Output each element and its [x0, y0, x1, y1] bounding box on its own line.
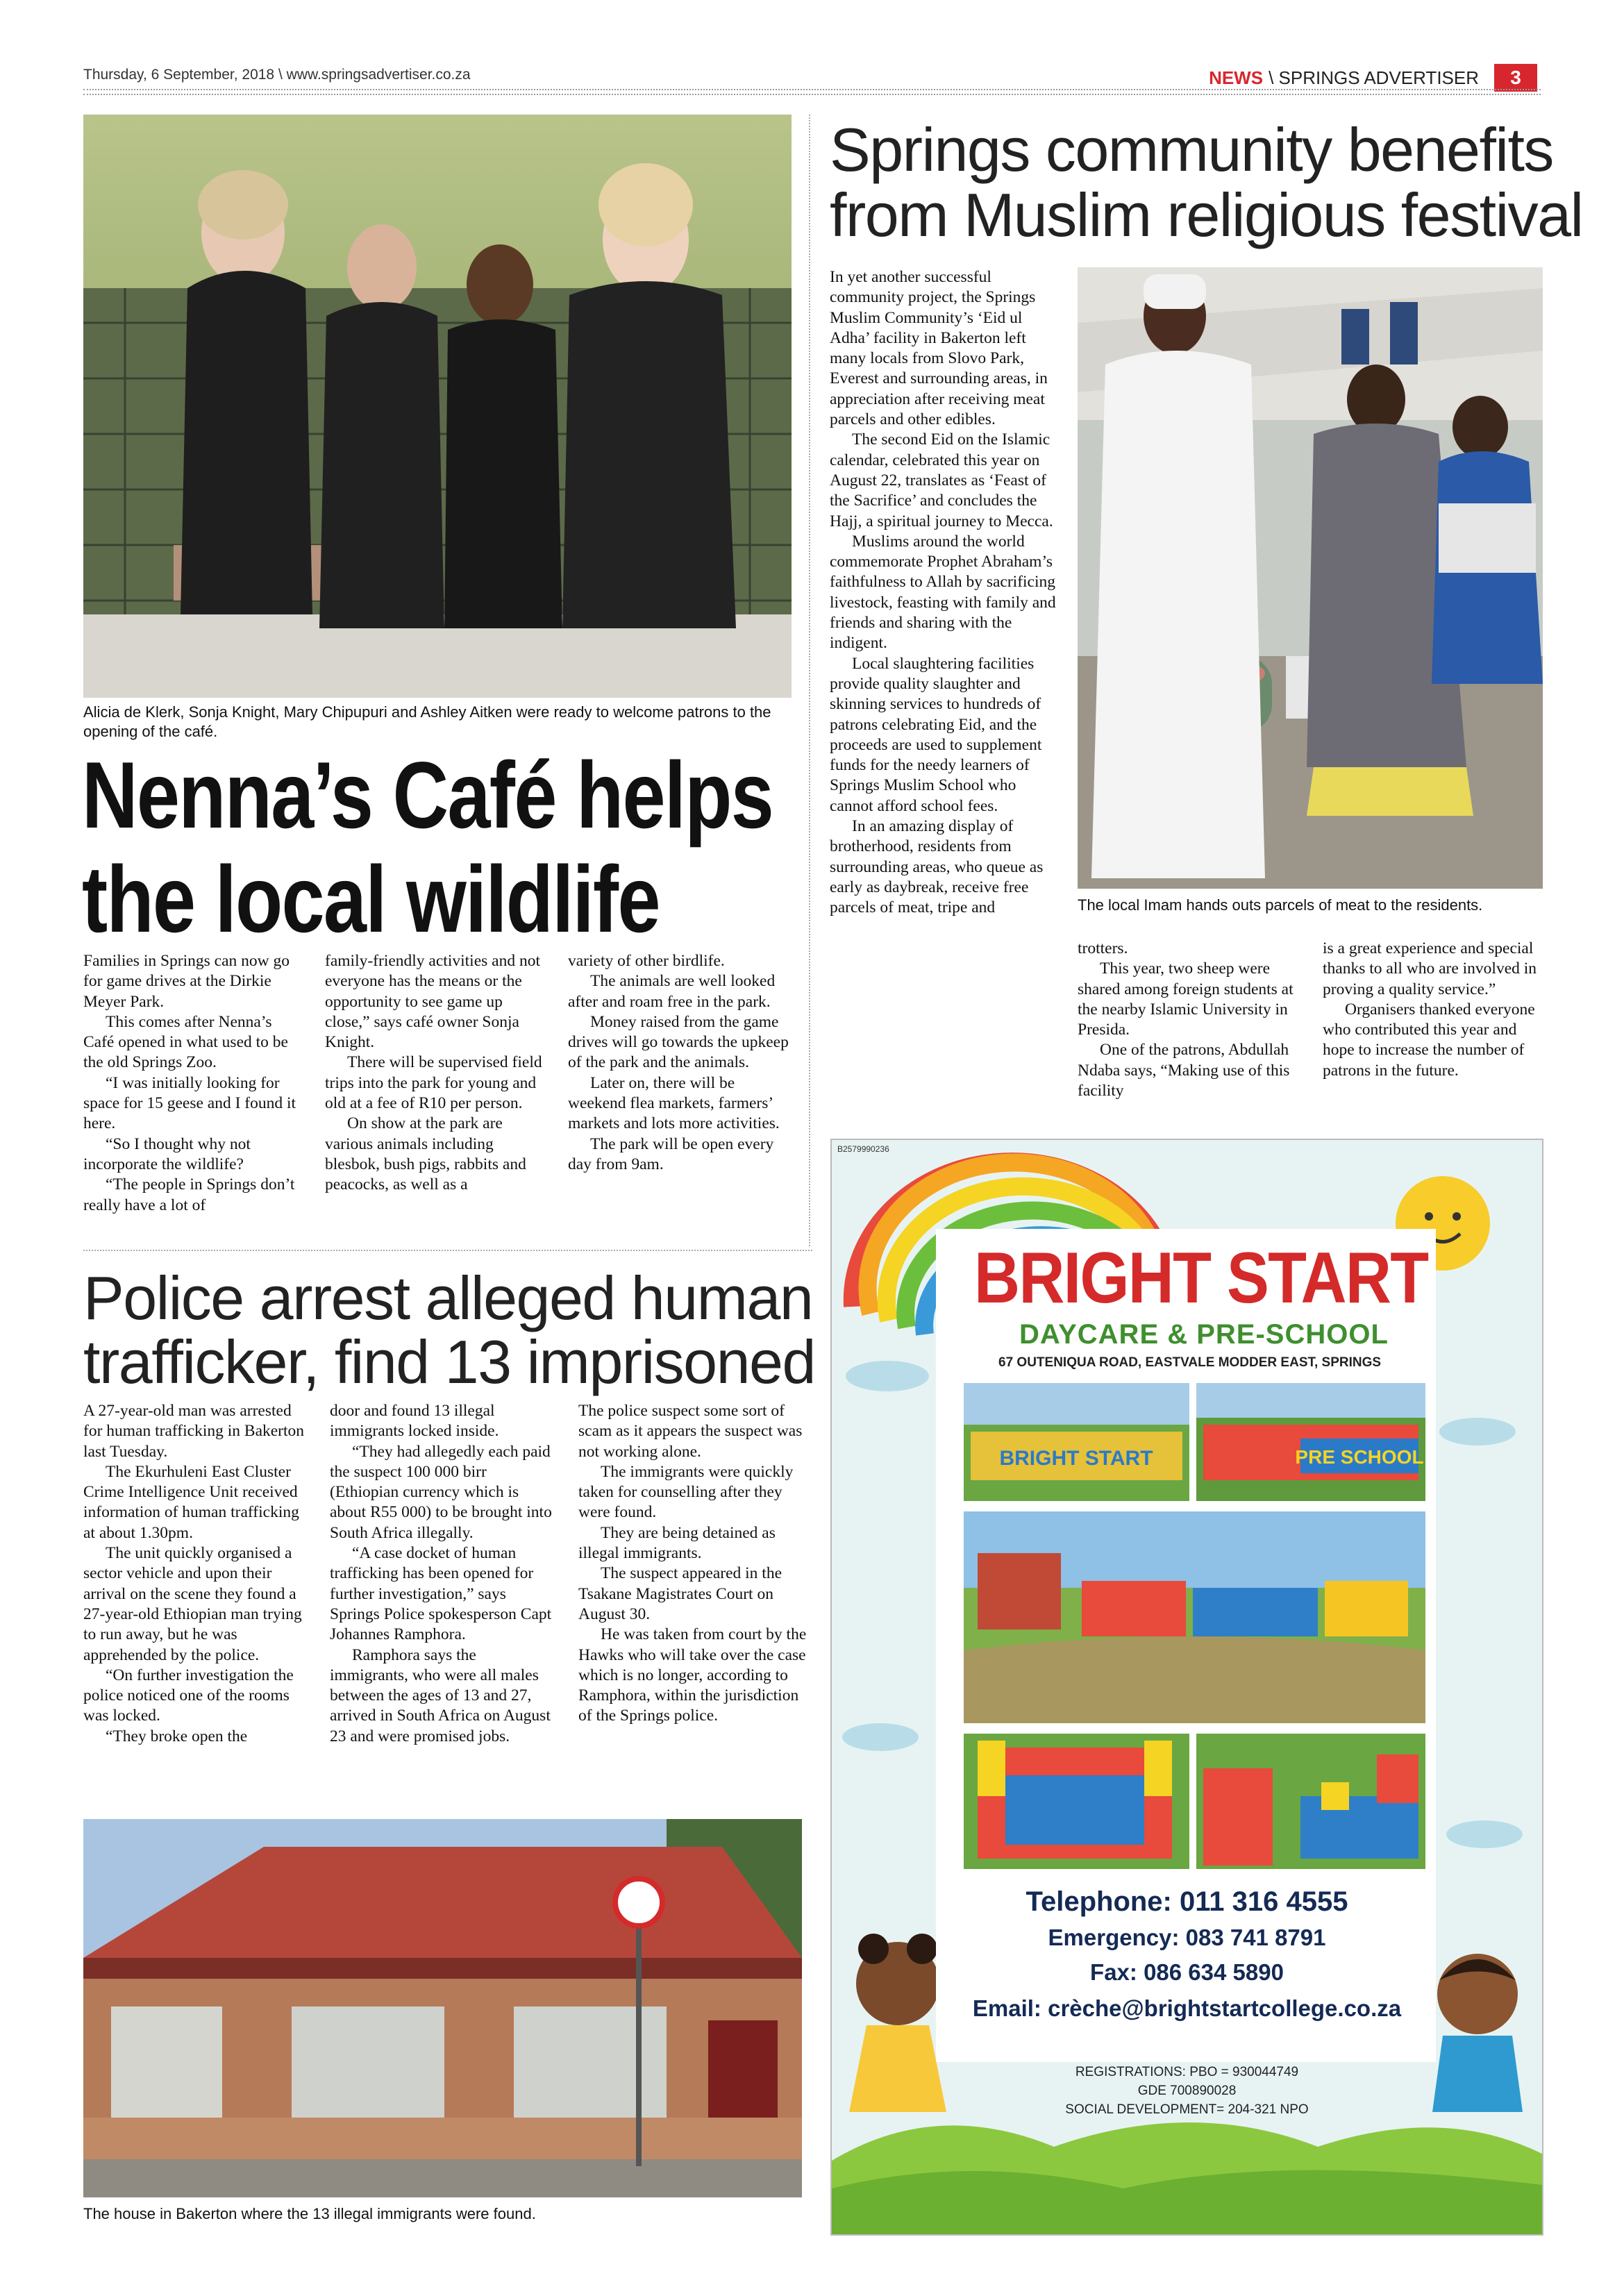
police-c1-p3: The unit quickly organised a sector vehicle and upon their arrival on the scene they found a 27-year-old Ethiopian man trying to run away, but he was apprehended by the police. — [83, 1544, 302, 1664]
police-column-2 — [330, 1401, 555, 1747]
eid-photo-caption: The local Imam hands outs parcels of meat to the residents. — [1078, 896, 1483, 914]
advert-photo-bouncy-2 — [1196, 1734, 1425, 1869]
cafe-c2-p2: There will be supervised field trips into the park for young and old at a fee of R10 per person. — [325, 1053, 542, 1113]
advert-photo-bouncy-1 — [964, 1734, 1189, 1869]
cafe-headline-line-1: Nenna’s Café helps — [82, 742, 773, 848]
cafe-c1-p2: This comes after Nenna’s Café opened in what used to be the old Springs Zoo. — [83, 1012, 288, 1072]
eid-c2-p2: This year, two sheep were shared among foreign students at the nearby Islamic University in Presida. — [1078, 960, 1294, 1039]
emergency-number: 083 741 8791 — [1185, 1925, 1326, 1950]
police-c3-p2: The immigrants were quickly taken for counselling after they were found. — [578, 1462, 794, 1522]
advert-registration-3: SOCIAL DEVELOPMENT= 204-321 NPO — [1065, 2102, 1309, 2117]
section-label: NEWS — [1209, 67, 1264, 88]
police-column-3 — [578, 1401, 807, 1727]
cafe-c1-p3: “I was initially looking for space for 15 geese and I found it here. — [83, 1073, 296, 1133]
police-c1-p2: The Ekurhuleni East Cluster Crime Intelligence Unit received information of human trafficking at about 1.30pm. — [83, 1462, 299, 1542]
entrance-photo-image-2 — [1196, 1383, 1425, 1501]
advert-address: 67 OUTENIQUA ROAD, EASTVALE MODDER EAST, SPRINGS — [998, 1355, 1382, 1370]
eid-c1-p4: Local slaughtering facilities provide quality slaughter and skinning services to hundreds of patrons celebrating Eid, and the proceeds are used to supplement funds for the needy learners of Springs Muslim School who cannot afford school fees. — [830, 654, 1042, 815]
bouncy-photo-image-1 — [964, 1734, 1189, 1869]
police-c2-p4: Ramphora says the immigrants, who were all males between the ages of 13 and 27, arrived in South Africa on August 23 and were promised jobs. — [330, 1645, 551, 1745]
cafe-headline-line-2: the local wildlife — [82, 846, 660, 952]
cafe-c3-p3: Money raised from the game drives will go towards the upkeep of the park and the animals. — [568, 1012, 789, 1072]
cafe-c1-p5: “The people in Springs don’t really have a lot of — [83, 1175, 295, 1214]
police-c3-p5: He was taken from court by the Hawks who will take over the case which is no longer, according to Ramphora, within the jurisdiction of the Springs police. — [578, 1625, 807, 1725]
advert-photo-playground — [964, 1511, 1425, 1723]
cafe-c3-p5: The park will be open every day from 9am. — [568, 1134, 774, 1173]
cafe-c1-p4: “So I thought why not incorporate the wildlife? — [83, 1134, 251, 1173]
fax-label: Fax: — [1090, 1959, 1137, 1985]
eid-c2-p1: trotters. — [1078, 939, 1128, 957]
police-headline-line-2: trafficker, find 13 imprisoned — [83, 1327, 815, 1396]
police-c3-p1: The police suspect some sort of scam as it appears the suspect was not working alone. — [578, 1402, 803, 1461]
police-c1-p4: “On further investigation the police noticed one of the rooms was locked. — [83, 1666, 294, 1725]
advert-subtitle: DAYCARE & PRE-SCHOOL — [1019, 1319, 1389, 1350]
advert-registration-1: REGISTRATIONS: PBO = 930044749 — [1075, 2065, 1299, 2079]
advert-code: B2579990236 — [837, 1144, 889, 1154]
cafe-c2-p1: family-friendly activities and not everyone has the means or the opportunity to see game up close,” says café owner Sonja Knight. — [325, 952, 540, 1052]
paper-name: \ SPRINGS ADVERTISER — [1269, 67, 1479, 88]
cafe-c1-p1: Families in Springs can now go for game drives at the Dirkie Meyer Park. — [83, 952, 290, 1011]
sign-text-2: PRE SCHOOL — [1295, 1446, 1424, 1468]
police-c1-p5: “They broke open the — [106, 1727, 248, 1745]
police-c3-p3: They are being detained as illegal immigrants. — [578, 1523, 776, 1563]
eid-c2-p3: One of the patrons, Abdullah Ndaba says, “Making use of this facility — [1078, 1041, 1290, 1100]
cafe-photo-caption: Alicia de Klerk, Sonja Knight, Mary Chipupuri and Ashley Aitken were ready to welcome patrons to the opening of the café. — [83, 703, 771, 740]
eid-headline-line-1: Springs community benefits — [830, 115, 1553, 184]
emergency-label: Emergency: — [1048, 1925, 1180, 1950]
cafe-photo — [83, 115, 792, 698]
email-label: Email: — [972, 1995, 1041, 2021]
police-c2-p2: “They had allegedly each paid the suspect 100 000 birr (Ethiopian currency which is about R55 000) to be brought into South Africa illegally. — [330, 1442, 552, 1542]
eid-column-2 — [1078, 939, 1300, 1101]
police-c2-p1: door and found 13 illegal immigrants locked inside. — [330, 1402, 499, 1441]
telephone-number: 011 316 4555 — [1180, 1886, 1348, 1917]
eid-c1-p5: In an amazing display of brotherhood, residents from surrounding areas, who queue as early as daybreak, receive free parcels of meat, tripe and — [830, 817, 1044, 917]
cafe-c3-p4: Later on, there will be weekend flea markets, farmers’ markets and lots more activities. — [568, 1073, 780, 1133]
eid-photo — [1078, 267, 1543, 889]
header-date-site: Thursday, 6 September, 2018 \ www.springsadvertiser.co.za — [83, 67, 471, 83]
column-divider-top — [809, 115, 810, 1246]
eid-headline-line-2: from Muslim religious festival — [830, 181, 1583, 249]
house-photo-image — [83, 1819, 802, 2197]
advert-emergency — [832, 1925, 1542, 1951]
police-house-photo — [83, 1819, 802, 2197]
advert-email — [832, 1995, 1542, 2022]
police-headline-line-1: Police arrest alleged human — [83, 1264, 813, 1332]
cafe-bottom-rule — [83, 1250, 812, 1251]
eid-column-3 — [1323, 939, 1545, 1081]
police-c2-p3: “A case docket of human trafficking has been opened for further investigation,” says Springs Police spokesperson Capt Johannes Ramphora. — [330, 1544, 552, 1644]
header-section — [1209, 64, 1537, 92]
cafe-photo-image — [83, 115, 792, 698]
playground-photo-image — [964, 1511, 1425, 1723]
cafe-c3-p1: variety of other birdlife. — [568, 952, 725, 970]
cafe-c2-p3: On show at the park are various animals including blesbok, bush pigs, rabbits and peacocks, as well as a — [325, 1114, 526, 1194]
eid-c1-p1: In yet another successful community project, the Springs Muslim Community’s ‘Eid ul Adha’ facility in Bakerton left many locals from Slovo Park, Everest and surrounding areas, in appreciation after receiving meat parcels and other edibles. — [830, 268, 1048, 429]
police-c1-p1: A 27-year-old man was arrested for human trafficking in Bakerton last Tuesday. — [83, 1402, 305, 1461]
advert-photo-entrance-2 — [1196, 1383, 1425, 1501]
eid-c3-p2: Organisers thanked everyone who contributed this year and hope to increase the number of patrons in the future. — [1323, 1000, 1535, 1080]
page-number: 3 — [1494, 64, 1537, 92]
cafe-c3-p2: The animals are well looked after and roam free in the park. — [568, 972, 776, 1011]
bouncy-photo-image-2 — [1196, 1734, 1425, 1869]
eid-column-1 — [830, 267, 1059, 919]
bright-start-advert — [830, 1139, 1543, 2236]
eid-c1-p3: Muslims around the world commemorate Prophet Abraham’s faithfulness to Allah by sacrificing livestock, feasting with family and friends and sharing with the indigent. — [830, 532, 1056, 653]
advert-fax — [832, 1959, 1542, 1986]
advert-brand: BRIGHT START — [974, 1238, 1428, 1318]
police-c3-p4: The suspect appeared in the Tsakane Magistrates Court on August 30. — [578, 1564, 782, 1623]
cafe-column-2 — [325, 951, 547, 1196]
sign-text-1: BRIGHT START — [999, 1447, 1153, 1470]
telephone-label: Telephone: — [1026, 1886, 1172, 1917]
cafe-column-3 — [568, 951, 790, 1175]
email-address: crèche@brightstartcollege.co.za — [1048, 1995, 1402, 2021]
eid-c3-p1: is a great experience and special thanks to all who are involved in proving a quality service.” — [1323, 939, 1537, 998]
advert-registration-2: GDE 700890028 — [1137, 2084, 1237, 2098]
entrance-photo-image — [964, 1383, 1189, 1501]
eid-photo-image — [1078, 267, 1543, 889]
police-column-1 — [83, 1401, 312, 1747]
fax-number: 086 634 5890 — [1144, 1959, 1284, 1985]
advert-photo-entrance-1 — [964, 1383, 1189, 1501]
eid-c1-p2: The second Eid on the Islamic calendar, celebrated this year on August 22, translates as ‘Feast of the Sacrifice’ and concludes the Hajj, a spiritual journey to Mecca. — [830, 430, 1053, 530]
police-photo-caption: The house in Bakerton where the 13 illegal immigrants were found. — [83, 2205, 536, 2222]
header-rule — [83, 89, 1541, 95]
advert-telephone — [832, 1886, 1542, 1918]
cafe-column-1 — [83, 951, 305, 1216]
